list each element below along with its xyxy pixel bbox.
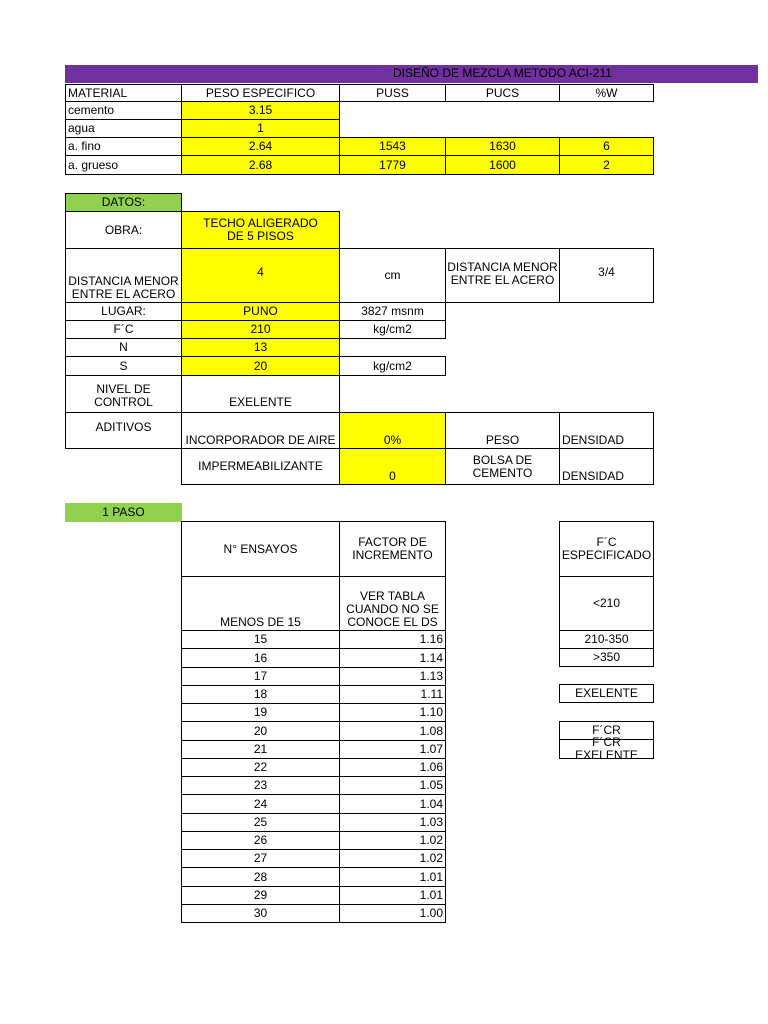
factor-value: 1.11 <box>339 685 446 704</box>
impermeabilizante-label: IMPERMEABILIZANTE <box>181 448 340 485</box>
ensayos-count: 30 <box>181 904 340 923</box>
fcr-exelente-cell: F´CR EXELENTE <box>559 739 654 759</box>
fc-range-2: 210-350 <box>559 630 654 649</box>
factor-value: 1.03 <box>339 813 446 832</box>
header-pucs: PUCS <box>445 84 560 102</box>
fc-label: F´C <box>65 320 182 339</box>
incorporador-aire-label: INCORPORADOR DE AIRE <box>181 412 340 449</box>
fcr-cell: F´CR <box>559 721 654 740</box>
ensayos-header: N° ENSAYOS <box>181 521 340 577</box>
ensayos-count: 28 <box>181 867 340 887</box>
s-value[interactable]: 20 <box>181 356 340 376</box>
material-w[interactable]: 2 <box>559 155 654 175</box>
impermeabilizante-value[interactable]: 0 <box>339 448 446 485</box>
distancia-unit: cm <box>339 248 446 303</box>
ensayos-count: 27 <box>181 849 340 868</box>
header-w: %W <box>559 84 654 102</box>
s-unit: kg/cm2 <box>339 356 446 376</box>
ensayos-count: 25 <box>181 813 340 832</box>
nivel-control-label: NIVEL DE CONTROL <box>65 375 182 413</box>
distancia-value[interactable]: 4 <box>181 248 340 303</box>
factor-header: FACTOR DE INCREMENTO <box>339 521 446 577</box>
factor-value: 1.01 <box>339 886 446 905</box>
factor-value: 1.06 <box>339 758 446 777</box>
ensayos-count: 16 <box>181 648 340 668</box>
sheet-title: DISEÑO DE MEZCLA METODO ACI-211 <box>393 66 612 80</box>
distancia-value-2: 3/4 <box>559 248 654 303</box>
fc-especificado-header: F´C ESPECIFICADO <box>559 521 654 577</box>
material-name: a. grueso <box>65 155 182 175</box>
factor-value: 1.02 <box>339 831 446 850</box>
ensayos-count: 18 <box>181 685 340 704</box>
material-pe[interactable]: 3.15 <box>181 101 340 120</box>
factor-value: 1.02 <box>339 849 446 868</box>
peso-label: PESO <box>445 412 560 449</box>
fc-value[interactable]: 210 <box>181 320 340 339</box>
lugar-altitude: 3827 msnm <box>339 302 446 321</box>
aditivos-label: ADITIVOS <box>65 412 182 449</box>
ensayos-count: 21 <box>181 740 340 759</box>
datos-header: DATOS: <box>65 193 182 212</box>
factor-value: 1.13 <box>339 667 446 686</box>
densidad-label: DENSIDAD <box>559 412 654 449</box>
material-name: a. fino <box>65 137 182 156</box>
obra-value[interactable]: TECHO ALIGERADO DE 5 PISOS <box>181 211 340 249</box>
fc-range-1: <210 <box>559 576 654 631</box>
incorporador-aire-value[interactable]: 0% <box>339 412 446 449</box>
material-name: agua <box>65 119 182 138</box>
ensayos-count: 29 <box>181 886 340 905</box>
densidad-label-2: DENSIDAD <box>559 448 654 485</box>
factor-value: 1.16 <box>339 630 446 649</box>
material-pe[interactable]: 1 <box>181 119 340 138</box>
header-peso-especifico: PESO ESPECIFICO <box>181 84 340 102</box>
header-material: MATERIAL <box>65 84 182 102</box>
factor-value: 1.00 <box>339 904 446 923</box>
ensayos-count: 26 <box>181 831 340 850</box>
exelente-cell: EXELENTE <box>559 684 654 703</box>
fc-range-3: >350 <box>559 648 654 667</box>
s-label: S <box>65 356 182 376</box>
distancia-label-2: DISTANCIA MENOR ENTRE EL ACERO <box>445 248 560 303</box>
fc-unit: kg/cm2 <box>339 320 446 339</box>
header-puss: PUSS <box>339 84 446 102</box>
paso1-header: 1 PASO <box>65 503 182 522</box>
menos-15-label: MENOS DE 15 <box>181 576 340 631</box>
factor-value: 1.08 <box>339 721 446 741</box>
factor-value: 1.04 <box>339 794 446 814</box>
factor-value: 1.10 <box>339 703 446 722</box>
lugar-label: LUGAR: <box>65 302 182 321</box>
n-value[interactable]: 13 <box>181 338 340 357</box>
material-name: cemento <box>65 101 182 120</box>
material-pucs[interactable]: 1630 <box>445 137 560 156</box>
bolsa-cemento-label: BOLSA DE CEMENTO <box>445 448 560 485</box>
factor-value: 1.14 <box>339 648 446 668</box>
ensayos-count: 20 <box>181 721 340 741</box>
factor-value: 1.07 <box>339 740 446 759</box>
nivel-control-value[interactable]: EXELENTE <box>181 375 340 413</box>
material-puss[interactable]: 1543 <box>339 137 446 156</box>
ensayos-count: 19 <box>181 703 340 722</box>
n-label: N <box>65 338 182 357</box>
title-bar <box>65 65 758 83</box>
ver-tabla-note: VER TABLA CUANDO NO SE CONOCE EL DS <box>339 576 446 631</box>
ensayos-count: 23 <box>181 776 340 795</box>
ensayos-count: 17 <box>181 667 340 686</box>
ensayos-count: 24 <box>181 794 340 814</box>
material-pe[interactable]: 2.64 <box>181 137 340 156</box>
ensayos-count: 15 <box>181 630 340 649</box>
material-pucs[interactable]: 1600 <box>445 155 560 175</box>
distancia-label: DISTANCIA MENOR ENTRE EL ACERO <box>65 248 182 303</box>
ensayos-count: 22 <box>181 758 340 777</box>
material-pe[interactable]: 2.68 <box>181 155 340 175</box>
obra-label: OBRA: <box>65 211 182 249</box>
factor-value: 1.01 <box>339 867 446 887</box>
factor-value: 1.05 <box>339 776 446 795</box>
material-w[interactable]: 6 <box>559 137 654 156</box>
material-puss[interactable]: 1779 <box>339 155 446 175</box>
lugar-value[interactable]: PUNO <box>181 302 340 321</box>
